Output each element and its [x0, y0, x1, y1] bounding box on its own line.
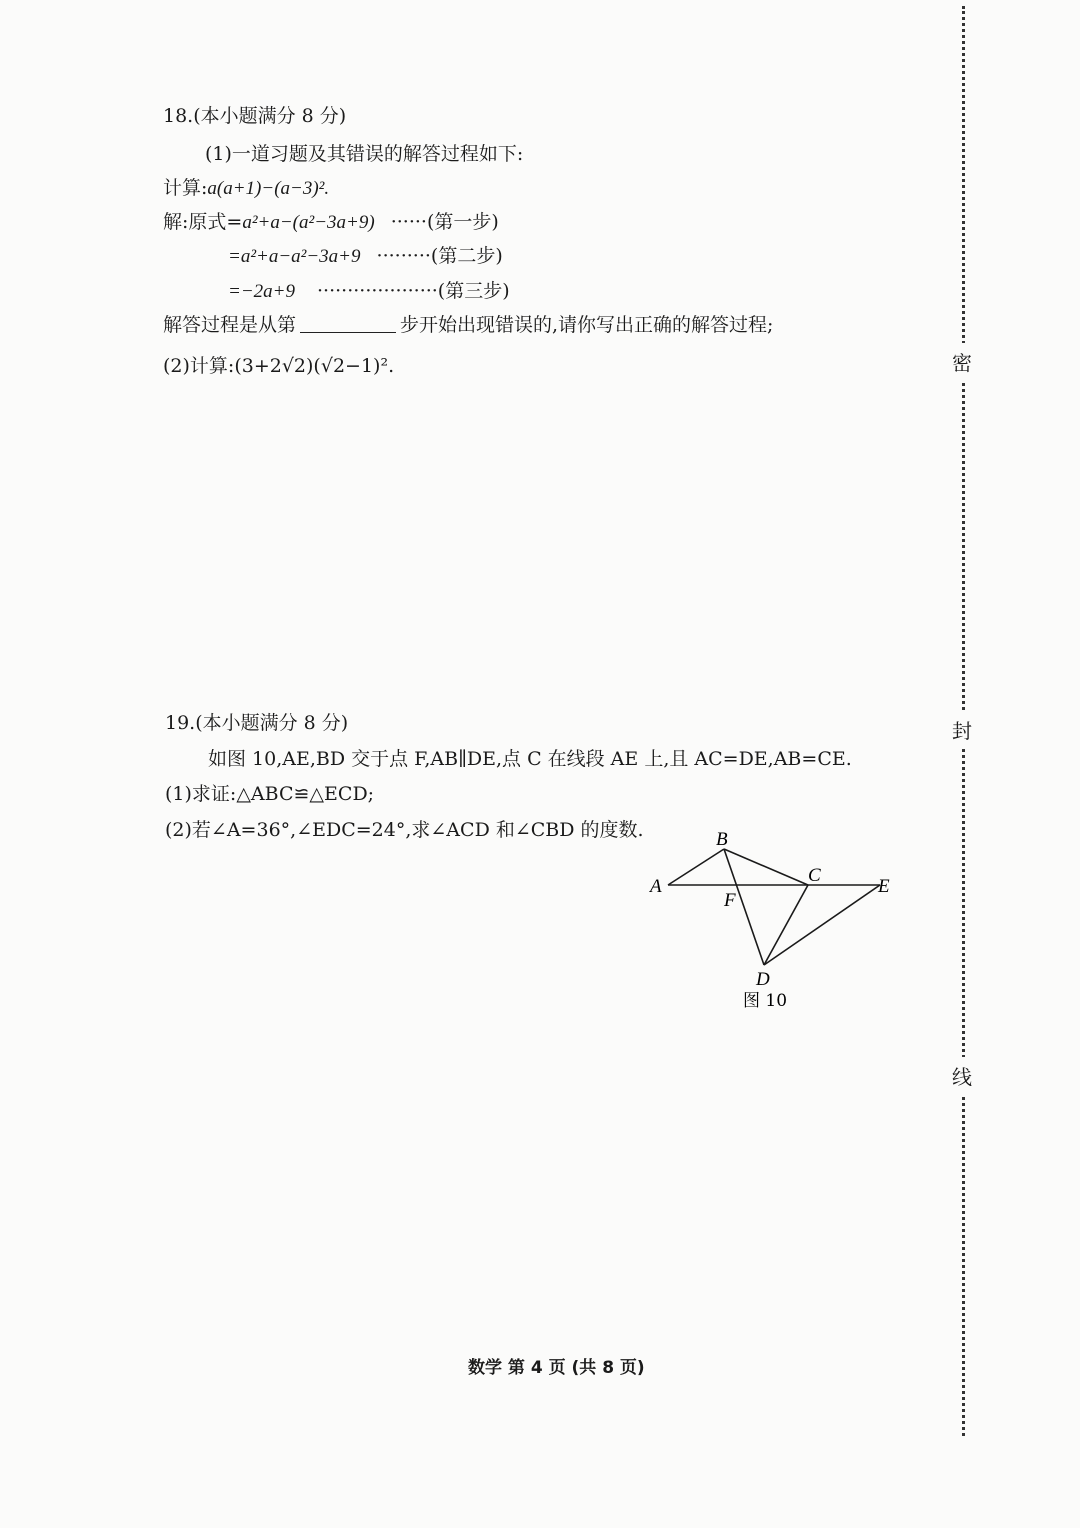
q19-part2: (2)若∠A=36°,∠EDC=24°,求∠ACD 和∠CBD 的度数. [165, 819, 644, 841]
q18-question [163, 310, 773, 337]
page-footer: 数学 第 4 页 (共 8 页) [468, 1358, 645, 1378]
segment-bc [724, 849, 808, 885]
segment-de [764, 885, 880, 965]
q19-stem: 如图 10,AE,BD 交于点 F,AB∥DE,点 C 在线段 AE 上,且 AC=DE,AB=CE. [208, 748, 852, 770]
step3-tag: ····················(第三步) [317, 280, 510, 302]
point-label-f: F [724, 890, 736, 911]
point-label-b: B [716, 829, 728, 850]
point-label-c: C [808, 865, 821, 886]
calc-prefix: 计算: [163, 177, 208, 199]
segment-cd [764, 885, 808, 965]
q18-title: 18.(本小题满分 8 分) [163, 105, 347, 127]
q19-part1: (1)求证:△ABC≌△ECD; [165, 783, 375, 805]
geometry-figure [640, 825, 910, 1020]
q18-part2: (2)计算:(3+2√2)(√2−1)². [163, 355, 395, 377]
q18-calc-line [163, 173, 329, 200]
step2-expression: =a²+a−a²−3a+9 [228, 246, 361, 267]
step1-tag: ······(第一步) [390, 211, 499, 233]
seal-char-mi: 密 [952, 343, 972, 380]
point-label-e: E [878, 876, 890, 897]
answer-blank[interactable] [300, 314, 396, 333]
seal-char-xian: 线 [952, 1057, 972, 1094]
step1-expression: a²+a−(a²−3a+9) [242, 212, 375, 233]
q18-part1-intro: (1)一道习题及其错误的解答过程如下: [205, 143, 524, 165]
question-after: 步开始出现错误的,请你写出正确的解答过程; [400, 314, 774, 336]
q18-step3 [228, 276, 510, 303]
step3-expression: =−2a+9 [228, 281, 295, 302]
question-before: 解答过程是从第 [163, 314, 297, 336]
step2-tag: ·········(第二步) [376, 245, 503, 267]
q18-step1 [163, 207, 499, 234]
point-label-d: D [756, 969, 770, 990]
figure-caption: 图 10 [743, 991, 788, 1011]
seal-char-feng: 封 [952, 711, 972, 748]
q18-step2 [228, 241, 503, 268]
point-label-a: A [650, 876, 662, 897]
q19-title: 19.(本小题满分 8 分) [165, 712, 349, 734]
segment-ab [668, 849, 724, 885]
calc-expression: a(a+1)−(a−3)². [207, 178, 330, 199]
solution-prefix: 解:原式= [163, 211, 243, 233]
